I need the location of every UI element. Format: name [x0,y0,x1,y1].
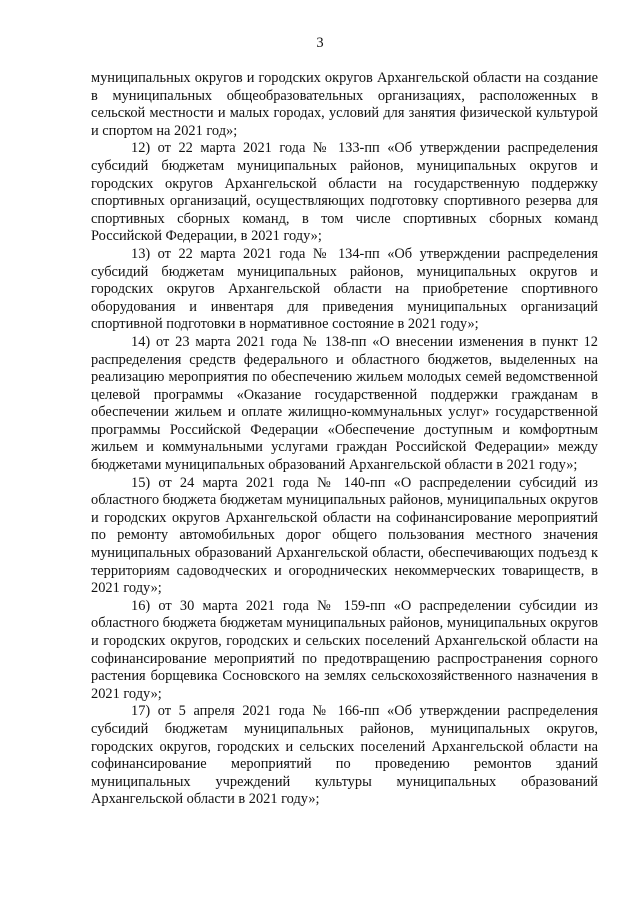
document-body [91,70,598,809]
paragraph-item-14: 14) от 23 марта 2021 года № 138-пп «О внесении изменения в пункт 12 распределения средств федерального и областного бюджетов, выделенных на реализацию мероприятия по обеспечению жильем молодых семей ведомственной целевой программы «Оказание государственной поддержки гражданам в обеспечении жильем и оплате жилищно-коммунальных услуг» государственной программы Российской Федерации «Обеспечение доступным и комфортным жильем и коммунальными услугами граждан Российской Федерации» между бюджетами муниципальных образований Архангельской области в 2021 году»; [91,333,598,474]
paragraph-item-16: 16) от 30 марта 2021 года № 159-пп «О распределении субсидии из областного бюджета бюджетам муниципальных районов, муниципальных округов и городских округов, городских и сельских поселений Архангельской области на софинансирование мероприятий по предотвращению распространения сорного растения борщевика Сосновского на землях сельскохозяйственного назначения в 2021 году»; [91,597,598,702]
paragraph-item-15: 15) от 24 марта 2021 года № 140-пп «О распределении субсидий из областного бюджета бюджетам муниципальных районов, муниципальных округов и городских округов Архангельской области на софинансирование мероприятий по ремонту автомобильных дорог общего пользования местного значения муниципальных образований Архангельской области, обеспечивающих подъезд к территориям садоводческих и огороднических некоммерческих товариществ, в 2021 году»; [91,474,598,597]
paragraph-item-12: 12) от 22 марта 2021 года № 133-пп «Об утверждении распределения субсидий бюджетам муниципальных районов, муниципальных округов и городских округов Архангельской области на государственную поддержку спортивных организаций, осуществляющих подготовку спортивного резерва для спортивных сборных команд, в том числе спортивных сборных команд Российской Федерации, в 2021 году»; [91,140,598,245]
paragraph-item-13: 13) от 22 марта 2021 года № 134-пп «Об утверждении распределения субсидий бюджетам муниципальных районов, муниципальных округов и городских округов Архангельской области на приобретение спортивного оборудования и инвентаря для приведения муниципальных организаций спортивной подготовки в нормативное состояние в 2021 году»; [91,245,598,333]
paragraph-item-17: 17) от 5 апреля 2021 года № 166-пп «Об утверждении распределения субсидий бюджетам муниципальных районов, муниципальных округов, городских округов, городских и сельских поселений Архангельской области на софинансирование мероприятий по проведению ремонтов зданий муниципальных учреждений культуры муниципальных образований Архангельской области в 2021 году»; [91,703,598,808]
page-number: 3 [316,35,324,51]
paragraph-continuation: муниципальных округов и городских округов Архангельской области на создание в муниципальных общеобразовательных организациях, расположенных в сельской местности и малых городах, условий для занятия физической культурой и спортом на 2021 год»; [91,70,598,139]
